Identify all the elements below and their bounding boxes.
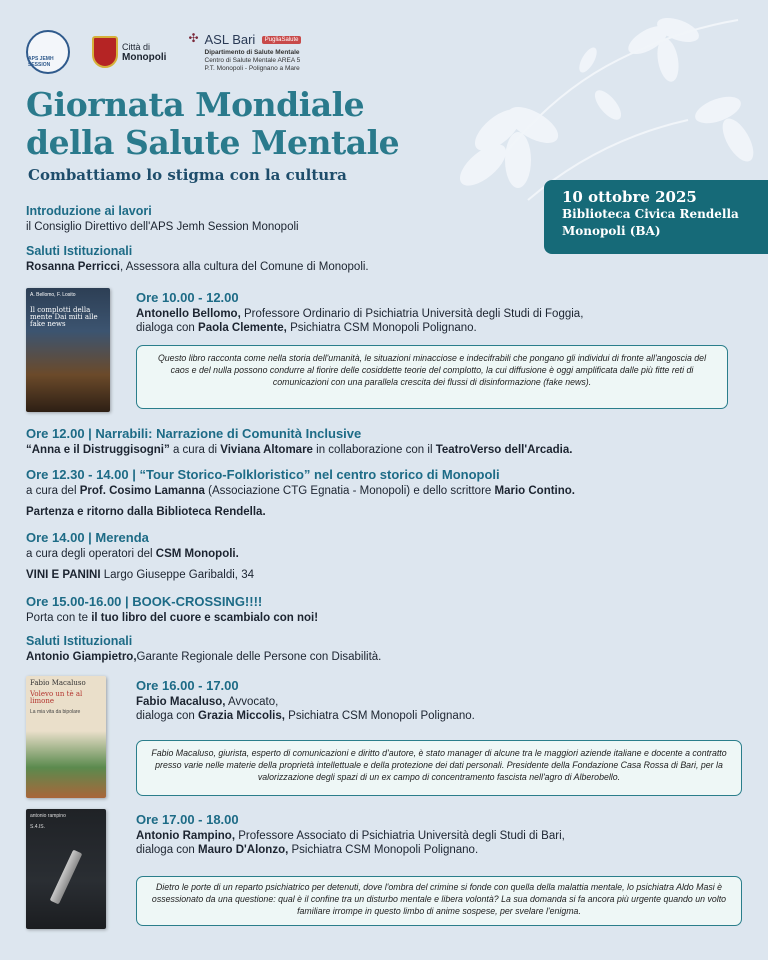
tour-section	[26, 467, 746, 518]
title-line-1: Giornata Mondiale	[26, 85, 365, 124]
narrabili-text-1: a cura di	[169, 444, 221, 456]
session-3-time: Ore 17.00 - 18.00	[136, 812, 239, 827]
intro-heading: Introduzione ai lavori	[26, 204, 152, 218]
asl-title: ASL Bari	[204, 32, 256, 47]
session-3-speaker-role: Professore Associato di Psichiatria Università degli Studi di Bari,	[235, 830, 565, 842]
session-3	[136, 812, 736, 856]
narrabili-curator: Viviana Altomare	[220, 444, 313, 456]
narrabili-show: “Anna e il Distruggisogni”	[26, 444, 170, 456]
session-1-description: Questo libro racconta come nella storia dell'umanità, le situazioni minacciose e indecifrabili che pongano gli individui di fronte all'angoscia del caos e del nulla possono condurre al fiorire delle cosiddette teorie del complotto, la cui diffusione è oggi amplificata dalle più fitte reti di comunicazioni con una parallela crescita dei flussi di disinformazione (fake news).	[136, 345, 728, 409]
bookcrossing-bold: il tuo libro del cuore e scambialo con noi!	[91, 612, 319, 624]
merenda-text: a cura degli operatori del	[26, 548, 156, 560]
saluti-text-1: , Assessora alla cultura del Comune di Monopoli.	[119, 261, 369, 273]
logos-row	[26, 30, 301, 74]
tour-text-2: (Associazione CTG Egnatia - Monopoli) e dello scrittore	[204, 485, 495, 497]
title-line-2: della Salute Mentale	[26, 123, 400, 162]
intro-section	[26, 204, 299, 233]
session-1-speaker: Antonello Bellomo,	[136, 308, 241, 320]
session-1-dialog-name: Paola Clemente,	[198, 322, 287, 334]
bookcrossing-text: Porta con te	[26, 612, 92, 624]
book-cover-macaluso	[26, 676, 106, 798]
session-2-time: Ore 16.00 - 17.00	[136, 678, 239, 693]
narrabili-heading: Ore 12.00 | Narrabili: Narrazione di Comunità Inclusive	[26, 426, 362, 441]
session-2	[136, 678, 736, 722]
session-3-dialog-name: Mauro D'Alonzo,	[198, 844, 289, 856]
city-small-label: Città di	[122, 41, 151, 52]
session-2-dialog-role: Psichiatra CSM Monopoli Polignano.	[284, 710, 475, 722]
event-date: 10 ottobre 2025	[562, 188, 697, 206]
narrabili-theatre: TeatroVerso dell'Arcadia.	[435, 444, 573, 456]
bookcrossing-section	[26, 594, 746, 624]
intro-text: il Consiglio Direttivo dell'APS Jemh Session Monopoli	[26, 221, 299, 233]
decorative-flowers	[438, 0, 768, 210]
asl-dept-line: Dipartimento di Salute Mentale	[204, 49, 300, 56]
merenda-heading: Ore 14.00 | Merenda	[26, 530, 149, 545]
book-cover-rampino	[26, 809, 106, 929]
event-venue: Biblioteca Civica Rendella	[562, 207, 739, 221]
session-3-dialog-role: Psichiatra CSM Monopoli Polignano.	[288, 844, 479, 856]
tour-note: Partenza e ritorno dalla Biblioteca Rendella.	[26, 506, 266, 518]
narrabili-text-2: in collaborazione con il	[312, 444, 436, 456]
asl-mark-icon: ✣	[188, 31, 199, 45]
city-name-label: Monopoli	[122, 51, 167, 63]
book-cover-complotti	[26, 288, 110, 412]
tour-heading: Ore 12.30 - 14.00 | “Tour Storico-Folkloristico” nel centro storico di Monopoli	[26, 467, 500, 482]
tour-prof: Prof. Cosimo Lamanna	[79, 485, 205, 497]
book-title-1: Il complotti della mente Dai miti alle fake news	[30, 306, 98, 328]
puglia-salute-badge: PugliaSalute	[262, 36, 302, 44]
merenda-section	[26, 530, 746, 581]
asl-location-line: P.T. Monopoli - Polignano a Mare	[204, 65, 300, 72]
bookcrossing-heading: Ore 15.00-16.00 | BOOK-CROSSING!!!!	[26, 594, 263, 609]
session-2-description: Fabio Macaluso, giurista, esperto di comunicazioni e diritto d'autore, è stato manager di alcune tra le maggiori aziende italiane e docente a contratto presso varie nelle materie della proprietà intellettuale e della protezione dei dati personali. Presidente della Fondazione Casa Rossa di Bari, per la valorizzazione degli spazi di un ex campo di concentramento fascista nell'agro di Alberobello.	[136, 740, 742, 796]
session-1-dialog-role: Psichiatra CSM Monopoli Polignano.	[286, 322, 477, 334]
merenda-csm: CSM Monopoli.	[155, 548, 239, 560]
event-date-box	[544, 180, 768, 254]
aps-logo-text: APS JEMH SESSION	[28, 56, 54, 68]
session-2-speaker: Fabio Macaluso,	[136, 696, 226, 708]
session-3-dialog-prefix: dialoga con	[136, 844, 199, 856]
session-1-time: Ore 10.00 - 12.00	[136, 290, 239, 305]
book-authors-1: A. Bellomo, F. Losito	[30, 292, 76, 298]
session-2-dialog-name: Grazia Miccolis,	[198, 710, 285, 722]
saluti-name-1: Rosanna Perricci	[26, 261, 120, 273]
asl-bari-logo	[188, 31, 301, 73]
saluti-name-2: Antonio Giampietro,	[26, 651, 137, 663]
citta-di-monopoli-logo	[92, 36, 166, 68]
page-title	[26, 86, 399, 162]
session-3-description: Dietro le porte di un reparto psichiatrico per detenuti, dove l'ombra del crimine si fonde con quella della malattia mentale, lo psichiatra Aldo Masi è ossessionato da una questione: qual è il confine tra un disturbo mentale e libera volontà? La sua domanda si fa ancora più urgente quando un volto familiare irrompe in questo limbo di anime sospese, per svelare l'enigma.	[136, 876, 742, 926]
saluti-text-2: Garante Regionale delle Persone con Disabilità.	[136, 651, 382, 663]
session-1-dialog-prefix: dialoga con	[136, 322, 199, 334]
saluti-section-1	[26, 244, 369, 273]
aps-jemh-session-logo	[26, 30, 70, 74]
book-subtitle-2: La mia vita da bipolare	[30, 709, 81, 715]
session-1	[136, 290, 736, 334]
session-2-speaker-role: Avvocato,	[225, 696, 279, 708]
session-2-dialog-prefix: dialoga con	[136, 710, 199, 722]
book-title-3: S.4.IS.	[30, 824, 46, 830]
saluti-heading-1: Saluti Istituzionali	[26, 244, 133, 258]
session-1-speaker-role: Professore Ordinario di Psichiatria Università degli Studi di Foggia,	[240, 308, 584, 320]
book-author-2: Fabio Macaluso	[30, 679, 86, 687]
narrabili-section	[26, 426, 746, 456]
saluti-heading-2: Saluti Istituzionali	[26, 634, 133, 648]
asl-center-line: Centro di Salute Mentale AREA 5	[204, 57, 301, 64]
book-author-3: antonio rampino	[30, 813, 66, 819]
event-city: Monopoli (BA)	[562, 224, 661, 238]
merenda-address: Largo Giuseppe Garibaldi, 34	[100, 569, 254, 581]
vini-e-panini: VINI E PANINI	[26, 569, 101, 581]
session-3-speaker: Antonio Rampino,	[136, 830, 236, 842]
saluti-section-2	[26, 634, 746, 663]
razor-illustration-icon	[50, 850, 83, 905]
page-subtitle: Combattiamo lo stigma con la cultura	[28, 166, 347, 184]
tour-writer: Mario Contino.	[494, 485, 575, 497]
city-coat-of-arms-icon	[92, 36, 118, 68]
tour-text-1: a cura del	[26, 485, 80, 497]
book-title-2: Volevo un tè al limone	[30, 690, 83, 705]
